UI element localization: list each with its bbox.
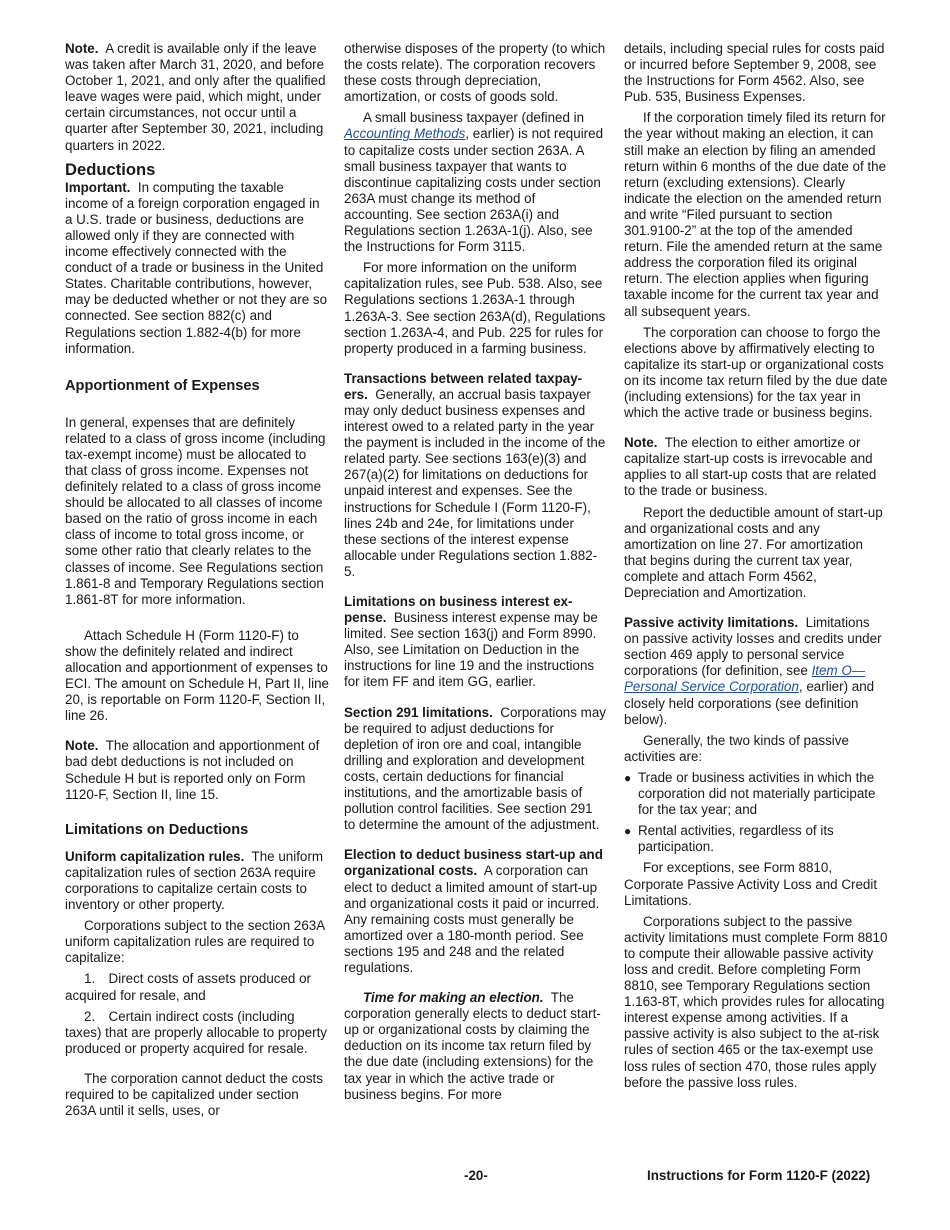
note-text: A credit is available only if the leave was taken after March 31, 2020, and before October 1, 2021, and only after the qualified leave wages were paid, which might, under certain circumstances, not occur until a quarter after September 30, 2021, including quarters in 2022. bbox=[65, 41, 326, 153]
important-label: Important. bbox=[65, 179, 131, 195]
section-291-paragraph bbox=[344, 705, 606, 834]
column-1 bbox=[65, 41, 330, 1124]
unicap-more-info-paragraph: For more information on the uniform capitalization rules, see Pub. 538. Also, see Regulations sections 1.263A-1 through 1.263A-3. See section 263A(d), Regulations section 1.263A-4, and Pub. 225 for rules for property produced in a farming business. bbox=[344, 260, 606, 356]
interest-label: Limitations on business interest ex-pense. bbox=[344, 594, 573, 626]
cannot-deduct-paragraph: The corporation cannot deduct the costs required to be capitalized under section 263A until it sells, uses, or bbox=[65, 1070, 323, 1119]
related-label: Transactions between related taxpay-ers. bbox=[344, 370, 583, 402]
form-8810-paragraph: Corporations subject to the passive activity limitations must complete Form 8810 to compute their allowable passive activity loss and credit. Before completing Form 8810, see Temporary Regulations section 1.163-8T, which provides rules for allocating interest expense among activities. If a passive activity is also subject to the at-risk rules of section 465 or the tax-exempt use loss rules of section 470, those rules apply before the passive loss rules. bbox=[624, 913, 888, 1090]
note-text: The allocation and apportionment of bad debt deductions is not included on Schedule H but is reported only on Form 1120-F, Section II, line 15. bbox=[65, 738, 320, 802]
unicap-text: The uniform capitalization rules of section 263A require corporations to capitalize certain costs to inventory or other property. bbox=[65, 848, 323, 913]
document-title: Instructions for Form 1120-F (2022) bbox=[647, 1168, 871, 1183]
forgo-paragraph: The corporation can choose to forgo the elections above by affirmatively electing to capitalize its start-up or organizational costs on its income tax return filed by the due date (including extensions) for the tax year in which the active trade or business begins. bbox=[624, 324, 888, 421]
bullet-item: ● Trade or business activities in which the corporation did not materially participate for the tax year; and bbox=[624, 769, 876, 818]
exceptions-paragraph: For exceptions, see Form 8810, Corporate Passive Activity Loss and Credit Limitations. bbox=[624, 860, 878, 908]
s291-text: Corporations may be required to adjust deductions for depletion of iron ore and coal, intangible drilling and exploration and development costs, certain deductions for financial institutions, and the amortizable basis of pollution control facilities. See section 291 to determine the amount of the adjustment. bbox=[344, 704, 606, 833]
related-text: Generally, an accrual basis taxpayer may only deduct business expenses and interest owed to a related party in the year the payment is included in the income of the related party. See sections 163(e)(3) and 267(a)(2) for limitations on deductions for unpaid interest and expenses. See the instructions for Schedule I (Form 1120-F), lines 24b and 24e, for limitations under these sections of the interest expense allocable under Regulations section 1.882-5. bbox=[344, 386, 606, 579]
accounting-methods-link[interactable]: Accounting Methods bbox=[344, 126, 466, 142]
election-text: A corporation can elect to deduct a limited amount of start-up and organizational costs it paid or incurred. Any remaining costs must generally be amortized over a 180-month period. See sections 195 and 248 and the related regulations. bbox=[344, 863, 600, 975]
note-label: Note. bbox=[624, 435, 658, 451]
important-text: In computing the taxable income of a foreign corporation engaged in a U.S. trade or business, deductions are allowed only if they are connected with income effectively connected with the conduct of a trade or business in the United States. Charitable contributions, however, may be deducted whether or not they are so connected. See section 882(c) and Regulations section 1.882-4(b) for more information. bbox=[65, 179, 328, 356]
two-kinds-paragraph: Generally, the two kinds of passive activities are: bbox=[624, 732, 849, 764]
subject-paragraph: Corporations subject to the section 263A uniform capitalization rules are required to capitalize: bbox=[65, 918, 325, 966]
passive-label: Passive activity limitations. bbox=[624, 615, 799, 631]
time-label: Time for making an election. bbox=[363, 990, 544, 1006]
deductions-heading: Deductions bbox=[65, 159, 156, 179]
note-label: Note. bbox=[65, 41, 99, 56]
small-business-paragraph: A small business taxpayer (defined in Accounting Methods, earlier) is not required to capitalize costs under section 263A. A small business taxpayer that wants to discontinue capitalizing costs under section 263A must change its method of accounting. See section 263A(i) and Regulations section 1.263A-1(j). Also, see the Instructions for Form 3115. bbox=[344, 110, 604, 255]
limitations-heading: Limitations on Deductions bbox=[65, 821, 249, 838]
report-paragraph: Report the deductible amount of start-up and organizational costs and any amortization on line 27. For amortization that begins during the current tax year, complete and attach Form 4562, Depreciation and Amortization. bbox=[624, 504, 883, 600]
column-3 bbox=[624, 41, 888, 1096]
apportionment-heading: Apportionment of Expenses bbox=[65, 377, 260, 394]
apportionment-paragraph: In general, expenses that are definitely related to a class of gross income (including tax-exempt income) must be allocated to that class of gross income. Expenses not definitely related to a class of gross income should be allocated to all classes of income based on the ratio of gross income in each class of income to total gross income, or some other ratio that clearly relates to the classes of income. See Regulations section 1.861-8 and Temporary Regulations section 1.861-8T for more information. bbox=[65, 414, 326, 607]
business-interest-paragraph bbox=[344, 594, 606, 691]
s291-label: Section 291 limitations. bbox=[344, 704, 493, 720]
irrevocable-note-paragraph bbox=[624, 435, 888, 499]
page-number: -20- bbox=[464, 1168, 488, 1183]
personal-service-corporation-link[interactable]: Item O—Personal Service Corporation bbox=[624, 663, 866, 695]
interest-text: Business interest expense may be limited. See section 163(j) and Form 8990. Also, see Limitation on Deduction in the instructions for line 19 and the instructions for item FF and item GG, earlier. bbox=[344, 610, 598, 690]
important-paragraph bbox=[65, 180, 330, 357]
bullet-icon: ● bbox=[624, 770, 632, 785]
list-item-1: 1. Direct costs of assets produced or acquired for resale, and bbox=[65, 971, 311, 1003]
unicap-paragraph bbox=[65, 849, 330, 913]
attach-schedule-h-paragraph: Attach Schedule H (Form 1120-F) to show the definitely related and indirect allocation and apportionment of expenses to ECI. The amount on Schedule H, Part II, line 20, is reportable on Form 1120-F, Section II, line 26. bbox=[65, 627, 329, 724]
passive-activity-paragraph: Passive activity limitations. Limitations on passive activity losses and credits under section 469 apply to personal service corporations (for definition, see Item O—Personal Service Corporation, earlier) and closely held corporations (see definition below). bbox=[624, 615, 882, 727]
election-paragraph bbox=[344, 847, 606, 976]
continued-paragraph: otherwise disposes of the property (to which the costs relate). The corporation recovers these costs through depreciation, amortization, or costs of goods sold. bbox=[344, 41, 606, 105]
column-2 bbox=[344, 41, 606, 1108]
election-label: Election to deduct business start-up and organizational costs. bbox=[344, 847, 603, 879]
bullet-item: ● Rental activities, regardless of its participation. bbox=[624, 823, 834, 855]
related-taxpayers-paragraph bbox=[344, 371, 606, 580]
note-label: Note. bbox=[65, 738, 99, 754]
list-item-2: 2. Certain indirect costs (including taxes) that are properly allocable to property produced or property acquired for resale. bbox=[65, 1008, 328, 1056]
note-text: The election to either amortize or capitalize start-up costs is irrevocable and applies to all start-up costs that are related to the trade or business. bbox=[624, 435, 877, 499]
unicap-label: Uniform capitalization rules. bbox=[65, 848, 245, 864]
bullet-icon: ● bbox=[624, 824, 632, 839]
note-paragraph bbox=[65, 41, 330, 154]
continued-paragraph: details, including special rules for costs paid or incurred before September 9, 2008, see the Instructions for Form 4562. Also, see Pub. 535, Business Expenses. bbox=[624, 41, 885, 105]
timely-filed-paragraph: If the corporation timely filed its return for the year without making an election, it can still make an election by filing an amended return within 6 months of the due date of the return (excluding extensions). Clearly indicate the election on the amended return and write “Filed pursuant to section 301.9100-2” at the top of the amended return. File the amended return at the same address the corporation filed its original return. The election applies when figuring taxable income for the current tax year and all subsequent years. bbox=[624, 110, 887, 319]
bad-debt-note-paragraph bbox=[65, 738, 330, 802]
time-text: The corporation generally elects to deduct start-up or organizational costs by claiming the deduction on its income tax return filed by the due date (including extensions) for the tax year in which the active trade or business begins. For more bbox=[344, 990, 601, 1102]
time-election-paragraph bbox=[344, 990, 606, 1103]
